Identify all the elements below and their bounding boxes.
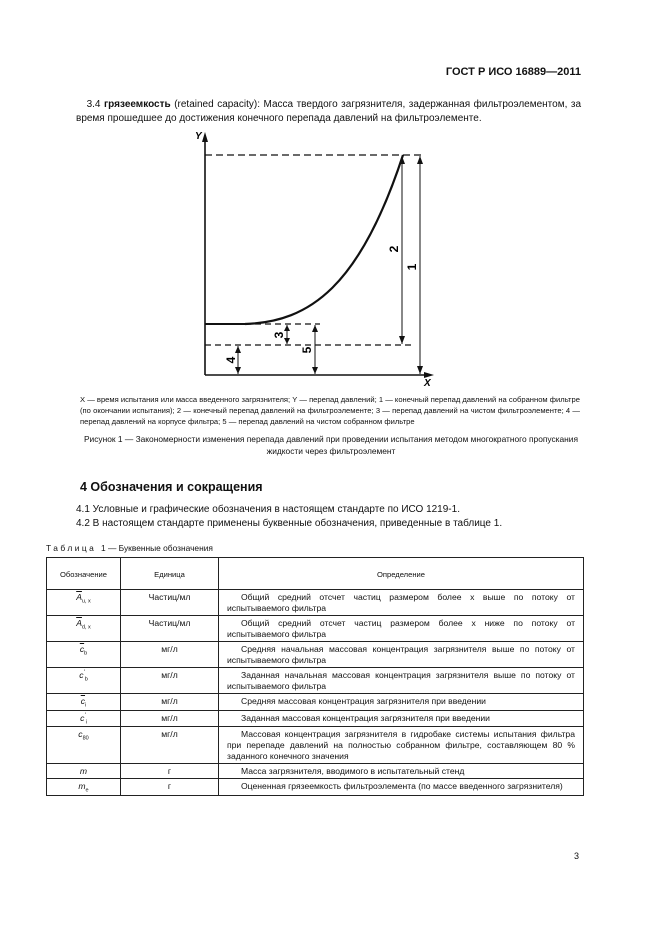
marker-5: 5 <box>300 346 314 354</box>
figure-legend: X — время испытания или масса введенного загрязнителя; Y — перепад давлений; 1 — конечный перепад давлений на собранном фильтре (по окончании испытания); 2 — конечный перепад давлений на фильтроэлементе; 3 — перепад давлений на чистом фильтроэлементе; 4 — перепад давлений на корпусе фильтра; 5 — перепад давлений на чистом собранном фильтре <box>80 395 580 426</box>
table-row <box>47 616 584 642</box>
symbol-cell: $c'_i$ <box>47 710 121 727</box>
definition-cell: Средняя массовая концентрация загрязнителя при введении <box>219 694 584 711</box>
paragraph-4-2: 4.2 В настоящем стандарте применены буквенные обозначения, приведенные в таблице 1. <box>76 518 503 529</box>
table-caption <box>46 543 213 553</box>
clause-term: грязеемкость <box>104 99 171 110</box>
table-caption-prefix: Таблица <box>46 543 97 553</box>
definition-cell: Заданная массовая концентрация загрязнителя при введении <box>219 710 584 727</box>
symbol-cell: $m_e$ <box>47 779 121 796</box>
table-row <box>47 764 584 779</box>
clause-number: 3.4 <box>86 99 101 110</box>
unit-cell: мг/л <box>121 727 219 764</box>
table-row <box>47 668 584 694</box>
unit-cell: г <box>121 764 219 779</box>
marker-1: 1 <box>405 263 419 271</box>
table-row <box>47 727 584 764</box>
clause-3-4 <box>76 98 581 126</box>
y-axis-label: Y <box>195 131 202 142</box>
table-header-row <box>47 558 584 590</box>
clause-term-en: (retained capacity): <box>174 99 260 110</box>
pressure-curve <box>245 155 403 324</box>
document-header: ГОСТ Р ИСО 16889—2011 <box>445 66 581 78</box>
definition-cell: Заданная начальная массовая концентрация загрязнителя выше по потоку от испытываемого фильтра <box>219 668 584 694</box>
table-row <box>47 710 584 727</box>
unit-cell: мг/л <box>121 694 219 711</box>
symbol-cell: $c_{80}$ <box>47 727 121 764</box>
definition-cell: Общий средний отсчет частиц размером более x ниже по потоку от испытываемого фильтра <box>219 616 584 642</box>
symbol-cell: $\overline{A}_{d, x}$ <box>47 616 121 642</box>
definition-cell: Масса загрязнителя, вводимого в испытательный стенд <box>219 764 584 779</box>
unit-cell: мг/л <box>121 668 219 694</box>
figure-title: Рисунок 1 — Закономерности изменения перепада давлений при проведении испытания методом многократного пропускания жидкости через фильтроэлемент <box>83 434 579 456</box>
x-axis-label: X <box>424 378 431 388</box>
unit-cell: мг/л <box>121 710 219 727</box>
table-row <box>47 642 584 668</box>
header-definition: Определение <box>219 558 584 590</box>
unit-cell: Частиц/мл <box>121 616 219 642</box>
table-row <box>47 590 584 616</box>
marker-2: 2 <box>387 245 401 253</box>
y-axis-arrow-icon <box>202 132 208 142</box>
paragraph-4-1: 4.1 Условные и графические обозначения в настоящем стандарте по ИСО 1219-1. <box>76 504 460 515</box>
clause-definition: Масса твердого загрязнителя, задержанная фильтроэлементом, за время прошедшее до достижения конечного перепада давлений на фильтроэлементе. <box>76 99 582 124</box>
unit-cell: г <box>121 779 219 796</box>
symbol-cell: $\overline{c}_i$ <box>47 694 121 711</box>
header-symbol: Обозначение <box>47 558 121 590</box>
symbol-cell: $c'_b$ <box>47 668 121 694</box>
page-number: 3 <box>573 851 579 861</box>
header-unit: Единица <box>121 558 219 590</box>
definition-cell: Оцененная грязеемкость фильтроэлемента (по массе введенного загрязнителя) <box>219 779 584 796</box>
pressure-drop-figure <box>190 126 450 388</box>
table-row <box>47 694 584 711</box>
marker-4: 4 <box>224 356 238 364</box>
table-row <box>47 779 584 796</box>
marker-3: 3 <box>272 331 286 339</box>
symbol-cell: m <box>47 764 121 779</box>
unit-cell: Частиц/мл <box>121 590 219 616</box>
symbols-table <box>46 557 584 796</box>
symbol-cell: $\overline{c}_b$ <box>47 642 121 668</box>
section-title: 4 Обозначения и сокращения <box>80 480 263 494</box>
symbol-cell: $\overline{A}_{u, x}$ <box>47 590 121 616</box>
table-caption-text: 1 — Буквенные обозначения <box>101 543 213 553</box>
unit-cell: мг/л <box>121 642 219 668</box>
definition-cell: Общий средний отсчет частиц размером более x выше по потоку от испытываемого фильтра <box>219 590 584 616</box>
definition-cell: Средняя начальная массовая концентрация загрязнителя выше по потоку от испытываемого фильтра <box>219 642 584 668</box>
definition-cell: Массовая концентрация загрязнителя в гидробаке системы испытания фильтра при перепаде давлений на полностью собранном фильтре, составляющем 80 % заданного конечного значения <box>219 727 584 764</box>
